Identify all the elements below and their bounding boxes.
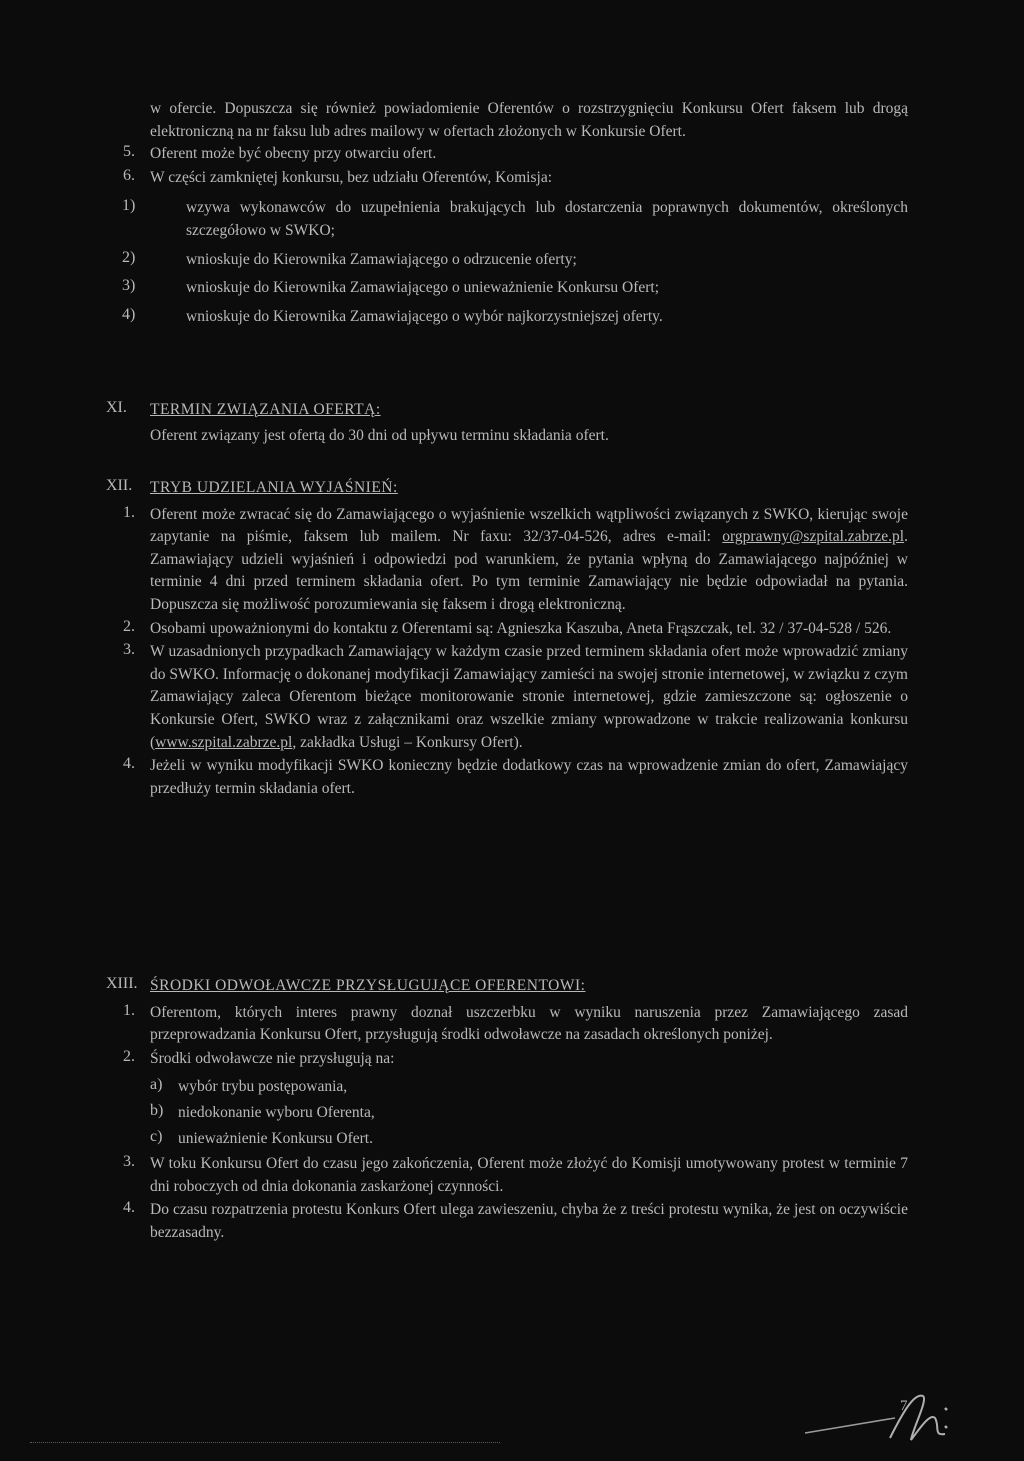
- subitem-text: wnioskuje do Kierownika Zamawiającego o unieważnienie Konkursu Ofert;: [186, 279, 660, 297]
- section-xi: [0, 399, 1024, 447]
- item-number: 6.: [123, 166, 135, 184]
- commission-subitem-2: [0, 249, 1024, 272]
- subitem-number: b): [150, 1101, 164, 1119]
- item-number: 5.: [123, 143, 135, 161]
- item-text: Jeżeli w wyniku modyfikacji SWKO konieczny będzie dodatkowy czas na wprowadzenie zmian do ofert, Zamawiający przedłuży termin składania ofert.: [150, 757, 908, 797]
- signature-initials: [795, 1388, 965, 1448]
- item-text-part: W uzasadnionych przypadkach Zamawiający w każdym czasie przed terminem składania ofert może wprowadzić zmiany do SWKO. Informację o dokonanej modyfikacji Zamawiający zamieści na swojej stronie internetowej, w związku z czym Zamawiający zaleca Oferentom bieżące monitorowanie stronie internetowej, gdzie zamieszczone są: ogłoszenie o Konkursie Ofert, SWKO wraz z załącznikami oraz wszelkie zmiany wprowadzone w trakcie realizowania konkursu (: [150, 643, 908, 751]
- intro-paragraph: w ofercie. Dopuszcza się również powiadomienie Oferentów o rozstrzygnięciu Konkursu Ofert faksem lub drogą elektroniczną na nr faksu lub adres mailowy w ofertach złożonych w Konkursie Ofert.: [150, 100, 908, 140]
- section-title: TERMIN ZWIĄZANIA OFERTĄ:: [150, 401, 381, 418]
- subitem-number: a): [150, 1076, 163, 1094]
- section-title: TRYB UDZIELANIA WYJAŚNIEŃ:: [150, 479, 398, 496]
- clarification-item-2: [0, 618, 1024, 641]
- appeal-item-4: [0, 1199, 1024, 1244]
- item-number: 3.: [123, 641, 135, 659]
- item-number: 4.: [123, 1199, 135, 1217]
- item-text: [150, 504, 908, 617]
- intro-section: [0, 98, 1024, 328]
- website-link[interactable]: www.szpital.zabrze.pl: [155, 733, 293, 751]
- item-number: 3.: [123, 1153, 135, 1171]
- subitem-text: niedokonanie wyboru Oferenta,: [178, 1103, 375, 1121]
- appeal-subitem-a: [0, 1076, 1024, 1099]
- clarification-item-1: [0, 504, 1024, 617]
- subitem-number: 4): [122, 305, 136, 323]
- page-number: 7: [900, 1398, 908, 1414]
- section-heading: [0, 975, 1024, 998]
- item-text-part: Oferent może zwracać się do Zamawiającego o wyjaśnienie wszelkich wątpliwości związanych z SWKO, kierując swoje zapytanie na piśmie, faksem lub mailem. Nr faxu: 32/37-04-526, adres e-mail:: [150, 505, 908, 546]
- subitem-text: wnioskuje do Kierownika Zamawiającego o wybór najkorzystniejszej oferty.: [186, 307, 663, 325]
- item-number: 2.: [123, 617, 135, 635]
- item-text: Oferent może być obecny przy otwarciu ofert.: [150, 145, 437, 163]
- clarification-item-4: [0, 755, 1024, 800]
- subitem-number: 2): [122, 248, 136, 266]
- commission-subitem-4: [0, 306, 1024, 329]
- intro-item-5: [0, 143, 1024, 166]
- appeal-item-2: [0, 1048, 1024, 1071]
- item-text: Środki odwoławcze nie przysługują na:: [150, 1049, 395, 1067]
- item-number: 1.: [123, 1001, 135, 1019]
- email-link[interactable]: orgprawny@szpital.zabrze.pl: [722, 528, 905, 546]
- item-number: 4.: [123, 755, 135, 773]
- subitem-number: 3): [122, 277, 136, 295]
- section-title: ŚRODKI ODWOŁAWCZE PRZYSŁUGUJĄCE OFERENTOWI:: [150, 977, 586, 994]
- item-number: 2.: [123, 1047, 135, 1065]
- appeal-subitem-b: [0, 1102, 1024, 1125]
- scan-artifact-line: [30, 1442, 500, 1445]
- section-text: Oferent związany jest ofertą do 30 dni od upływu terminu składania ofert.: [150, 426, 609, 444]
- subitem-text: wnioskuje do Kierownika Zamawiającego o odrzucenie oferty;: [186, 250, 577, 268]
- section-xii: [0, 477, 1024, 800]
- section-heading: [0, 399, 1024, 422]
- commission-subitem-3: [0, 277, 1024, 300]
- section-xiii: [0, 975, 1024, 1245]
- subitem-text: wybór trybu postępowania,: [178, 1078, 348, 1096]
- item-text-part: . Zamawiający udzieli wyjaśnień i odpowiedzi pod warunkiem, że pytania wpłyną do Zamawiającego najpóźniej w terminie 4 dni przed terminem składania ofert. Po tym terminie Zamawiający nie będzie odpowiadał na pytania. Dopuszcza się możliwość porozumiewania się faksem i drogą elektroniczną.: [150, 528, 908, 613]
- item-text: Osobami upoważnionymi do kontaktu z Oferentami są: Agnieszka Kaszuba, Aneta Frąszczak, tel. 32 / 37-04-528 / 526.: [150, 619, 892, 637]
- commission-subitem-1: [0, 197, 1024, 242]
- subitem-number: c): [150, 1127, 163, 1145]
- section-number: XI.: [106, 399, 127, 416]
- subitem-text: wzywa wykonawców do uzupełnienia brakujących lub dostarczenia poprawnych dokumentów, określonych szczegółowo w SWKO;: [186, 199, 908, 239]
- intro-item-6: [0, 167, 1024, 190]
- section-number: XIII.: [106, 975, 138, 992]
- section-number: XII.: [106, 477, 133, 494]
- appeal-subitem-c: [0, 1128, 1024, 1151]
- item-text: W części zamkniętej konkursu, bez udziału Oferentów, Komisja:: [150, 168, 553, 186]
- item-text: [150, 641, 908, 754]
- subitem-text: unieważnienie Konkursu Ofert.: [178, 1129, 373, 1147]
- item-text: W toku Konkursu Ofert do czasu jego zakończenia, Oferent może złożyć do Komisji umotywowany protest w terminie 7 dni roboczych od dnia dokonania zaskarżonej czynności.: [150, 1155, 908, 1195]
- clarification-item-3: [0, 641, 1024, 754]
- appeal-item-3: [0, 1153, 1024, 1198]
- item-text: Oferentom, których interes prawny doznał uszczerbku w wyniku naruszenia przez Zamawiającego zasad przeprowadzania Konkursu Ofert, przysługują środki odwoławcze na zasadach określonych poniżej.: [150, 1003, 908, 1044]
- subitem-number: 1): [122, 197, 136, 215]
- appeal-item-1: [0, 1002, 1024, 1047]
- item-text: Do czasu rozpatrzenia protestu Konkurs Ofert ulega zawieszeniu, chyba że z treści protestu wynika, że jest on oczywiście bezzasadny.: [150, 1201, 908, 1241]
- section-heading: [0, 477, 1024, 500]
- item-number: 1.: [123, 503, 135, 521]
- item-text-part: , zakładka Usługi – Konkursy Ofert).: [292, 733, 523, 751]
